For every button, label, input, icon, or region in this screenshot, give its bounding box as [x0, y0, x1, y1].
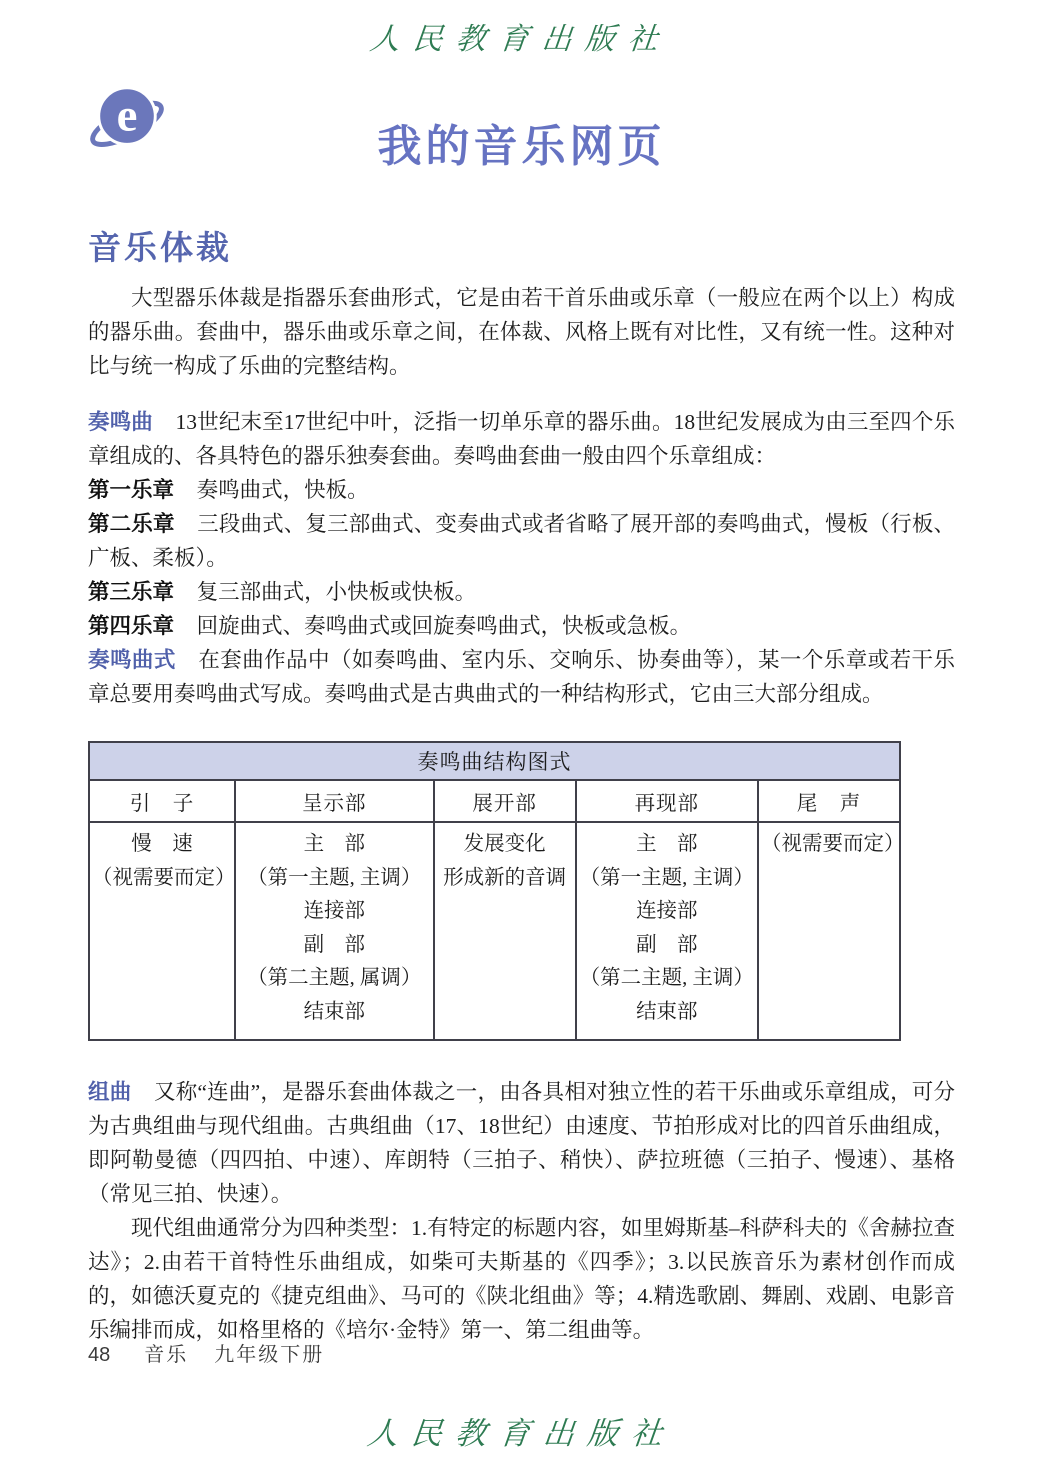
entry-first-movement — [88, 473, 955, 507]
header-introduction: 引 子 — [89, 780, 235, 822]
cell-development — [434, 822, 576, 1040]
entry-second-movement-text: 三段曲式、复三部曲式、变奏曲式或者省略了展开部的奏鸣曲式，慢板（行板、广板、柔板）。 — [88, 512, 955, 570]
cell-line: （视需要而定） — [92, 866, 236, 889]
genre-entries — [88, 405, 955, 711]
term-sonata: 奏鸣曲 — [88, 410, 153, 434]
term-third-movement: 第三乐章 — [88, 580, 175, 604]
entry-third-movement — [88, 575, 955, 609]
suite-section — [88, 1075, 955, 1347]
header-coda: 尾 声 — [758, 780, 900, 822]
term-first-movement: 第一乐章 — [88, 478, 175, 502]
footer-subject: 音乐 — [144, 1344, 189, 1366]
cell-line: （第二主题, 主调） — [579, 967, 754, 989]
cell-introduction — [89, 822, 235, 1040]
cell-recapitulation — [576, 822, 758, 1040]
header-recapitulation: 再现部 — [576, 780, 758, 822]
entry-second-movement — [88, 507, 955, 575]
entry-fourth-movement — [88, 609, 955, 643]
cell-line: 结束部 — [636, 1000, 698, 1023]
cell-line: 连接部 — [636, 900, 698, 922]
term-fourth-movement: 第四乐章 — [88, 614, 175, 638]
term-second-movement: 第二乐章 — [88, 512, 175, 536]
cell-line: 副 部 — [303, 933, 366, 956]
cell-line: （第二主题, 属调） — [247, 967, 422, 989]
cell-coda — [758, 822, 905, 1040]
modern-suite-paragraph: 现代组曲通常分为四种类型：1.有特定的标题内容，如里姆斯基–科萨科夫的《舍赫拉查达》；2.由若干首特性乐曲组成，如柴可夫斯基的《四季》；3.以民族音乐为素材创作而成的，如德沃夏克的《捷克组曲》、马可的《陕北组曲》等；4.精选歌剧、舞剧、戏剧、电影音乐编排而成，如格里格的《培尔·金特》第一、第二组曲等。 — [88, 1216, 955, 1342]
cell-line: 形成新的音调 — [443, 866, 567, 889]
cell-line: 慢 速 — [131, 833, 193, 855]
cell-line: （第一主题, 主调） — [579, 866, 754, 889]
cell-line: 副 部 — [636, 933, 698, 956]
cell-line: 主 部 — [636, 833, 698, 855]
entry-third-movement-text: 复三部曲式，小快板或快板。 — [196, 580, 477, 604]
intro-paragraph: 大型器乐体裁是指器乐套曲形式，它是由若干首乐曲或乐章（一般应在两个以上）构成的器乐曲。套曲中，器乐曲或乐章之间，在体裁、风格上既有对比性，又有统一性。这种对比与统一构成了乐曲的完整结构。 — [88, 286, 955, 378]
section-heading: 音乐体裁 — [88, 229, 232, 266]
entry-sonata-form-text: 在套曲作品中（如奏鸣曲、室内乐、交响乐、协奏曲等），某一个乐章或若干乐章总要用奏鸣曲式写成。奏鸣曲式是古典曲式的一种结构形式，它由三大部分组成。 — [88, 648, 955, 706]
term-sonata-form: 奏鸣曲式 — [88, 648, 176, 672]
cell-line: 结束部 — [303, 1000, 366, 1023]
entry-suite — [88, 1075, 955, 1211]
page-number: 48 — [88, 1344, 111, 1366]
publisher-bottom-calligraphy: 人民教育出版社 — [365, 1416, 678, 1452]
cell-line: 发展变化 — [463, 833, 546, 855]
entry-first-movement-text: 奏鸣曲式，快板。 — [196, 478, 369, 502]
header-exposition: 呈示部 — [235, 780, 434, 822]
page-footer — [88, 1338, 324, 1367]
cell-line: 连接部 — [303, 900, 366, 922]
header-development: 展开部 — [434, 780, 576, 822]
entry-sonata-text: 13世纪末至17世纪中叶，泛指一切单乐章的器乐曲。18世纪发展成为由三至四个乐章组成的、各具特色的器乐独奏套曲。奏鸣曲套曲一般由四个乐章组成： — [88, 410, 955, 468]
cell-line: 主 部 — [303, 833, 366, 855]
entry-suite-text: 又称“连曲”，是器乐套曲体裁之一，由各具相对独立性的若干乐曲或乐章组成，可分为古典组曲与现代组曲。古典组曲（17、18世纪）由速度、节拍形成对比的四首乐曲组成，即阿勒曼德（四四拍、中速）、库朗特（三拍子、稍快）、萨拉班德（三拍子、慢速）、基格（常见三拍、快速）。 — [88, 1080, 955, 1206]
table-title: 奏鸣曲结构图式 — [89, 742, 900, 780]
publisher-top-calligraphy: 人民教育出版社 — [368, 22, 673, 57]
ie-e-logo — [88, 78, 166, 158]
page-title: 我的音乐网页 — [377, 122, 666, 171]
cell-line: （视需要而定） — [761, 833, 905, 855]
entry-fourth-movement-text: 回旋曲式、奏鸣曲式或回旋奏鸣曲式，快板或急板。 — [196, 614, 692, 638]
footer-volume: 九年级下册 — [214, 1344, 325, 1366]
cell-exposition — [235, 822, 434, 1040]
page-header — [88, 76, 955, 182]
cell-line: （第一主题, 主调） — [247, 866, 422, 889]
logo-letter-e: e — [116, 89, 138, 142]
entry-sonata-form — [88, 643, 955, 711]
entry-sonata — [88, 405, 955, 473]
term-suite: 组曲 — [88, 1080, 132, 1104]
sonata-structure-table — [88, 741, 905, 1041]
